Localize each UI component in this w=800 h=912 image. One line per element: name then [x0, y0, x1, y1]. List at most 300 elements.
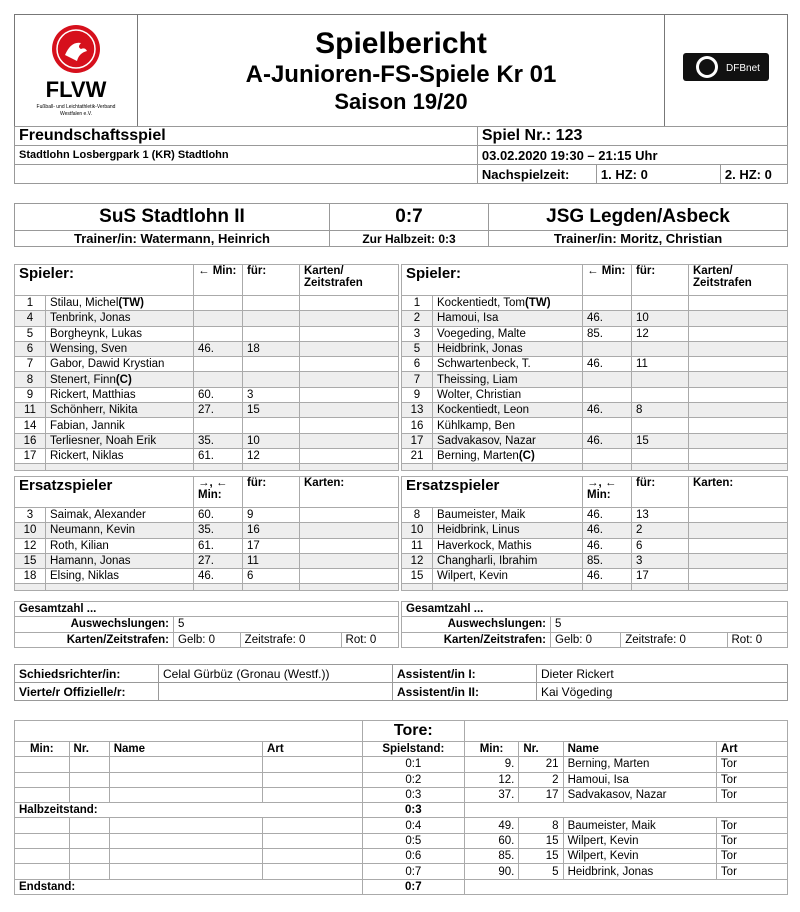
spacer-cell [15, 584, 46, 591]
home-goal-cell [263, 833, 363, 848]
spacer-cell [194, 584, 243, 591]
player-row [15, 433, 399, 448]
cards [689, 433, 788, 448]
player-role-tag: (C) [115, 373, 132, 386]
player-name-text: Changharli, Ibrahim [437, 555, 538, 568]
art-col: Art [716, 742, 787, 757]
player-name [46, 296, 194, 311]
subs-count-label: Auswechslungen: [402, 617, 551, 632]
sub-for [632, 448, 689, 463]
home-goal-cell [263, 849, 363, 864]
sub-minute [583, 296, 632, 311]
player-name [433, 553, 583, 568]
goals-table [14, 720, 788, 895]
venue: Stadtlohn Losbergpark 1 (KR) Stadtlohn [15, 146, 478, 165]
goal-type: Tor [716, 757, 787, 772]
goal-type: Tor [716, 833, 787, 848]
player-row [15, 523, 399, 538]
fuer-header: für: [632, 265, 689, 296]
player-row [15, 569, 399, 584]
player-row [402, 523, 788, 538]
sub-minute: 61. [194, 538, 243, 553]
player-number: 11 [402, 538, 433, 553]
spacer-cell [433, 464, 583, 471]
sub-for [243, 326, 300, 341]
yellow-count: Gelb: 0 [551, 632, 621, 647]
sub-for: 16 [243, 523, 300, 538]
goal-player-name: Wilpert, Kevin [563, 849, 716, 864]
player-name [46, 538, 194, 553]
fourth-official-label: Vierte/r Offizielle/r: [15, 683, 159, 701]
player-name-text: Schwartenbeck, T. [437, 358, 531, 371]
goals-title: Tore: [362, 721, 464, 742]
home-goal-cell [69, 818, 109, 833]
player-row [402, 538, 788, 553]
player-row [15, 372, 399, 387]
player-row [15, 403, 399, 418]
home-goal-cell [109, 818, 262, 833]
player-role-tag: (C) [518, 450, 535, 463]
player-row [402, 357, 788, 372]
sub-for: 3 [632, 553, 689, 568]
spacer-cell [433, 584, 583, 591]
home-goal-cell [15, 787, 70, 802]
spacer-cell [583, 464, 632, 471]
empty-cell [464, 879, 787, 894]
sub-minute: 35. [194, 433, 243, 448]
score: 0:1 [362, 757, 464, 772]
player-row [402, 387, 788, 402]
fuer-header: für: [243, 477, 300, 508]
cards [300, 311, 399, 326]
sub-for: 12 [632, 326, 689, 341]
goal-player-name: Hamoui, Isa [563, 772, 716, 787]
player-row [15, 448, 399, 463]
player-name-text: Haverkock, Mathis [437, 539, 532, 552]
totals-label: Gesamtzahl ... [15, 602, 399, 617]
player-name [46, 553, 194, 568]
cards [689, 553, 788, 568]
season: Saison 19/20 [334, 89, 468, 114]
min-col: Min: [464, 742, 519, 757]
sub-for: 11 [243, 553, 300, 568]
player-name [433, 569, 583, 584]
sub-for: 12 [243, 448, 300, 463]
player-name [433, 448, 583, 463]
player-row [402, 569, 788, 584]
cards [300, 523, 399, 538]
goal-player-name: Wilpert, Kevin [563, 833, 716, 848]
sub-minute [583, 448, 632, 463]
sub-minute: 85. [583, 326, 632, 341]
spacer-cell [300, 584, 399, 591]
sub-for: 13 [632, 508, 689, 523]
sub-for [243, 296, 300, 311]
player-name-text: Schönherr, Nikita [50, 404, 138, 417]
player-number: 17 [402, 433, 433, 448]
home-trainer: Trainer/in: Watermann, Heinrich [15, 231, 330, 247]
subs-count: 5 [551, 617, 788, 632]
player-number: 5 [15, 326, 46, 341]
empty-cell [464, 803, 787, 818]
away-totals [401, 601, 788, 648]
player-number: 2 [402, 311, 433, 326]
player-number: 3 [15, 508, 46, 523]
goal-player-name: Sadvakasov, Nazar [563, 787, 716, 802]
match-type: Freundschaftsspiel [15, 127, 478, 146]
cards-header: Karten/ Zeitstrafen [689, 265, 788, 296]
min-col: Min: [15, 742, 70, 757]
player-name-text: Gabor, Dawid Krystian [50, 358, 165, 371]
player-name-text: Tenbrink, Jonas [50, 312, 131, 325]
home-goal-cell [109, 849, 262, 864]
halftime-label: Halbzeitstand: [15, 803, 363, 818]
cards [300, 387, 399, 402]
player-number: 8 [402, 508, 433, 523]
sub-minute: 60. [194, 387, 243, 402]
goal-row [15, 772, 788, 787]
home-goal-cell [109, 787, 262, 802]
player-number: 10 [15, 523, 46, 538]
sub-for: 10 [632, 311, 689, 326]
home-goal-cell [69, 849, 109, 864]
players-header: Spieler: [402, 265, 583, 296]
subs-header: Ersatzspieler [402, 477, 583, 508]
goal-type: Tor [716, 864, 787, 879]
sub-minute [194, 418, 243, 433]
player-name-text: Stilau, Michel [50, 297, 119, 310]
halftime-row [15, 803, 788, 818]
cards [300, 296, 399, 311]
min-header: →, ← Min: [583, 477, 632, 508]
player-name [46, 387, 194, 402]
subs-header: Ersatzspieler [15, 477, 194, 508]
home-goal-cell [15, 757, 70, 772]
player-row [402, 433, 788, 448]
player-name [433, 357, 583, 372]
player-name-text: Terliesner, Noah Erik [50, 434, 157, 447]
svg-text:Fußball- und Leichtathletik-Ve: Fußball- und Leichtathletik-Verband [36, 104, 116, 110]
player-number: 10 [402, 523, 433, 538]
player-name-text: Saimak, Alexander [50, 509, 146, 522]
player-name [46, 508, 194, 523]
spacer-cell [46, 464, 194, 471]
cards [689, 387, 788, 402]
fuer-header: für: [632, 477, 689, 508]
spacer-cell [402, 584, 433, 591]
sub-for [243, 311, 300, 326]
player-name [433, 403, 583, 418]
sub-minute: 61. [194, 448, 243, 463]
home-goal-cell [15, 864, 70, 879]
goal-type: Tor [716, 818, 787, 833]
nr-col: Nr. [69, 742, 109, 757]
player-number: 1 [402, 296, 433, 311]
score: 0:7 [362, 864, 464, 879]
cards [300, 372, 399, 387]
fourth-official [159, 683, 393, 701]
sub-for: 17 [243, 538, 300, 553]
sub-for: 8 [632, 403, 689, 418]
cards [689, 372, 788, 387]
sub-for [632, 372, 689, 387]
cards [300, 508, 399, 523]
player-row [402, 296, 788, 311]
final-score: 0:7 [330, 204, 489, 231]
sub-for: 3 [243, 387, 300, 402]
name-col: Name [109, 742, 262, 757]
home-goal-cell [69, 864, 109, 879]
player-name [433, 341, 583, 356]
goal-type: Tor [716, 849, 787, 864]
cards [300, 538, 399, 553]
player-row [402, 508, 788, 523]
player-name [46, 433, 194, 448]
player-row [15, 538, 399, 553]
player-name-text: Berning, Marten [437, 450, 519, 463]
match-info [14, 126, 788, 184]
player-name [433, 387, 583, 402]
sub-for: 11 [632, 357, 689, 372]
player-name-text: Theissing, Liam [437, 373, 518, 386]
player-number: 15 [402, 569, 433, 584]
player-name-text: Stenert, Finn [50, 373, 116, 386]
first-half-extra: 1. HZ: 0 [596, 165, 720, 184]
assistant2: Kai Vögeding [537, 683, 788, 701]
goal-player-number: 15 [519, 849, 563, 864]
home-goal-cell [15, 772, 70, 787]
sub-minute [194, 296, 243, 311]
player-number: 9 [15, 387, 46, 402]
spacer-cell [46, 584, 194, 591]
spacer-cell [194, 464, 243, 471]
final-row [15, 879, 788, 894]
spacer-cell [402, 464, 433, 471]
player-row [402, 553, 788, 568]
sub-minute: 46. [583, 569, 632, 584]
red-count: Rot: 0 [341, 632, 398, 647]
goal-minute: 9. [464, 757, 519, 772]
sub-minute [194, 372, 243, 387]
player-name [46, 403, 194, 418]
sub-minute: 46. [194, 341, 243, 356]
player-name-text: Kühlkamp, Ben [437, 419, 515, 432]
player-role-tag: (TW) [525, 297, 551, 310]
player-row [402, 326, 788, 341]
player-name [433, 296, 583, 311]
home-goal-cell [263, 818, 363, 833]
goal-row [15, 864, 788, 879]
player-name [433, 523, 583, 538]
player-name-text: Rickert, Matthias [50, 388, 136, 401]
home-goal-cell [15, 833, 70, 848]
spacer-cell [689, 464, 788, 471]
sub-minute [194, 311, 243, 326]
player-row [402, 341, 788, 356]
player-number: 12 [15, 538, 46, 553]
sub-for: 6 [632, 538, 689, 553]
cards [300, 569, 399, 584]
sub-minute: 85. [583, 553, 632, 568]
player-number: 7 [402, 372, 433, 387]
sub-minute: 27. [194, 553, 243, 568]
spacer-cell [632, 464, 689, 471]
player-name-text: Heidbrink, Jonas [437, 343, 523, 356]
player-number: 8 [15, 372, 46, 387]
spacer-row [402, 464, 788, 471]
spacer-row [15, 464, 399, 471]
title: Spielbericht [315, 27, 487, 60]
goal-player-name: Heidbrink, Jonas [563, 864, 716, 879]
sub-minute: 46. [583, 523, 632, 538]
player-number: 6 [402, 357, 433, 372]
dfbnet-logo [664, 15, 787, 127]
nr-col: Nr. [519, 742, 563, 757]
subs-count-label: Auswechslungen: [15, 617, 174, 632]
sub-minute: 46. [194, 569, 243, 584]
player-name [46, 448, 194, 463]
player-name-text: Elsing, Niklas [50, 570, 120, 583]
player-number: 13 [402, 403, 433, 418]
player-row [15, 311, 399, 326]
sub-minute [583, 387, 632, 402]
away-lineup [401, 264, 788, 471]
player-number: 15 [15, 553, 46, 568]
goal-row [15, 757, 788, 772]
player-name [46, 311, 194, 326]
home-goal-cell [15, 849, 70, 864]
sub-for [632, 418, 689, 433]
cards-header: Karten: [689, 477, 788, 508]
player-number: 14 [15, 418, 46, 433]
cards [689, 341, 788, 356]
player-name [433, 508, 583, 523]
art-col: Art [263, 742, 363, 757]
home-goal-cell [109, 772, 262, 787]
red-count: Rot: 0 [727, 632, 788, 647]
player-row [15, 508, 399, 523]
sub-minute: 46. [583, 357, 632, 372]
halftime-score: Zur Halbzeit: 0:3 [330, 231, 489, 247]
cards [689, 403, 788, 418]
timepenalty-count: Zeitstrafe: 0 [240, 632, 341, 647]
player-number: 4 [15, 311, 46, 326]
spacer-row [402, 584, 788, 591]
report-header [14, 14, 788, 127]
player-name-text: Roth, Kilian [50, 539, 109, 552]
player-role-tag: (TW) [118, 297, 144, 310]
away-trainer: Trainer/in: Moritz, Christian [489, 231, 788, 247]
cards [689, 296, 788, 311]
assistant2-label: Assistent/in II: [393, 683, 537, 701]
spacer-cell [15, 464, 46, 471]
away-substitutes [401, 476, 788, 591]
home-substitutes [14, 476, 399, 591]
home-goal-cell [263, 757, 363, 772]
sub-for: 6 [243, 569, 300, 584]
home-goal-cell [263, 864, 363, 879]
goal-row [15, 833, 788, 848]
teams-scoreline [14, 203, 788, 247]
cards-header: Karten: [300, 477, 399, 508]
spacer-cell [689, 584, 788, 591]
player-name [46, 341, 194, 356]
min-header: ← Min: [194, 265, 243, 296]
subs-count: 5 [174, 617, 399, 632]
sub-for [632, 387, 689, 402]
goal-player-number: 8 [519, 818, 563, 833]
player-row [402, 403, 788, 418]
final-label: Endstand: [15, 879, 363, 894]
player-name-text: Borgheynk, Lukas [50, 327, 143, 340]
halftime-score: 0:3 [362, 803, 464, 818]
sub-for: 15 [632, 433, 689, 448]
goal-player-name: Baumeister, Maik [563, 818, 716, 833]
sub-for [632, 341, 689, 356]
min-header: →, ← Min: [194, 477, 243, 508]
goal-player-number: 15 [519, 833, 563, 848]
cards [300, 553, 399, 568]
player-name [433, 311, 583, 326]
svg-text:FLVW: FLVW [45, 77, 107, 102]
player-name-text: Kockentiedt, Tom [437, 297, 526, 310]
player-name [46, 569, 194, 584]
match-datetime: 03.02.2020 19:30 – 21:15 Uhr [477, 146, 787, 165]
player-name [46, 357, 194, 372]
player-row [15, 341, 399, 356]
player-name-text: Neumann, Kevin [50, 524, 136, 537]
spacer-row [15, 584, 399, 591]
player-name-text: Sadvakasov, Nazar [437, 434, 536, 447]
cards [689, 326, 788, 341]
goal-minute: 37. [464, 787, 519, 802]
score: 0:5 [362, 833, 464, 848]
spacer-cell [583, 584, 632, 591]
cards-header: Karten/ Zeitstrafen [300, 265, 399, 296]
cards [300, 357, 399, 372]
spacer-cell [243, 584, 300, 591]
final-score: 0:7 [362, 879, 464, 894]
player-name [433, 372, 583, 387]
player-name-text: Heidbrink, Linus [437, 524, 520, 537]
player-name [46, 372, 194, 387]
player-number: 3 [402, 326, 433, 341]
cards [300, 448, 399, 463]
sub-for: 9 [243, 508, 300, 523]
cards [689, 448, 788, 463]
player-number: 18 [15, 569, 46, 584]
report-title [138, 15, 664, 115]
player-number: 11 [15, 403, 46, 418]
svg-text:DFBnet: DFBnet [726, 63, 760, 74]
goal-player-number: 2 [519, 772, 563, 787]
player-number: 1 [15, 296, 46, 311]
goal-player-number: 17 [519, 787, 563, 802]
spacer-cell [243, 464, 300, 471]
goal-minute: 60. [464, 833, 519, 848]
sub-for: 10 [243, 433, 300, 448]
home-goal-cell [109, 864, 262, 879]
player-name-text: Kockentiedt, Leon [437, 404, 530, 417]
player-number: 21 [402, 448, 433, 463]
sub-minute: 46. [583, 433, 632, 448]
player-row [15, 553, 399, 568]
sub-minute: 35. [194, 523, 243, 538]
sub-minute [194, 326, 243, 341]
home-goal-cell [69, 772, 109, 787]
score: 0:6 [362, 849, 464, 864]
cards [300, 326, 399, 341]
